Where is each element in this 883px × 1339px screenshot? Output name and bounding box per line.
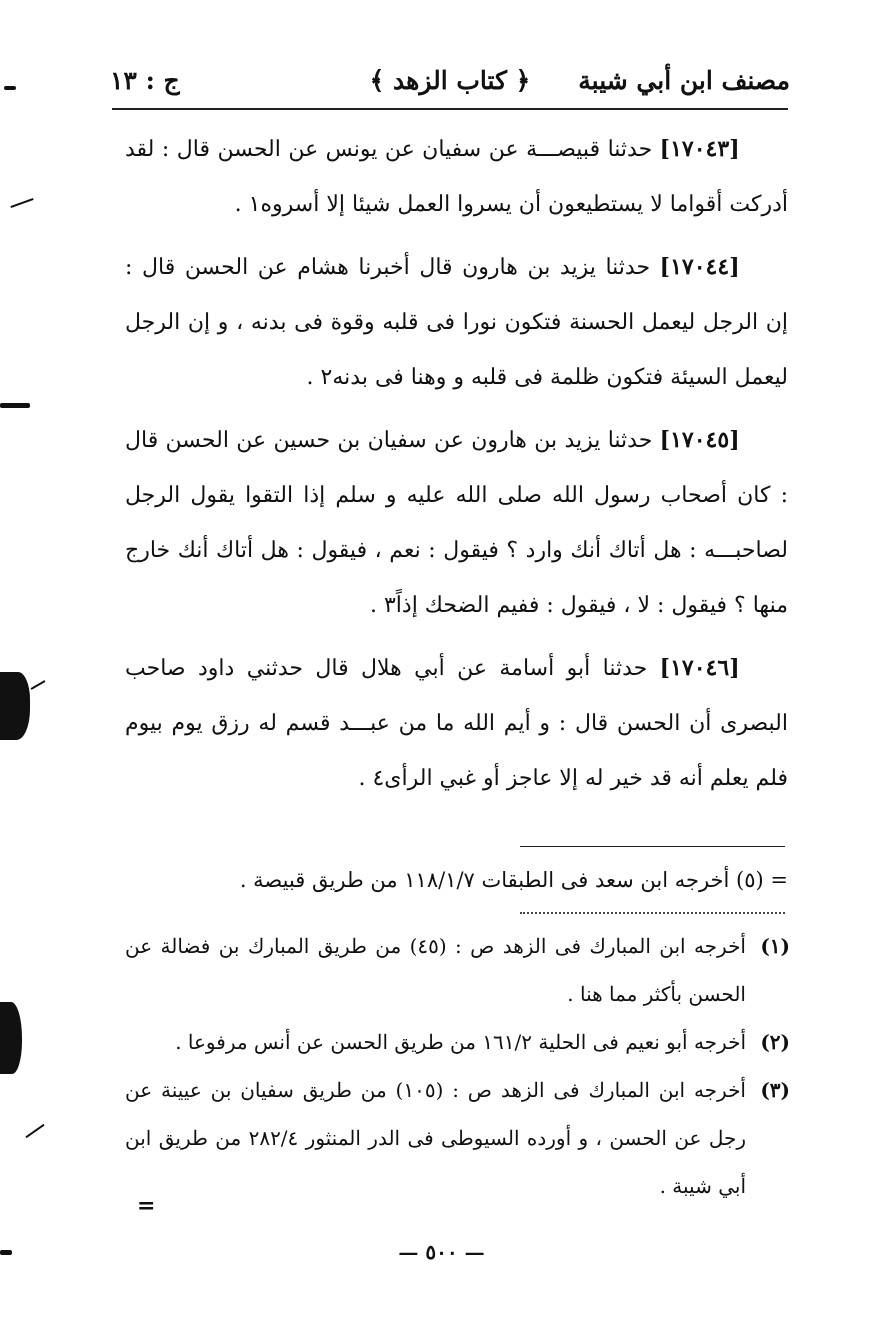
footnote xyxy=(125,1018,790,1066)
footnote-text: أخرجه ابن المبارك فى الزهد ص : (١٠٥) من طريق سفيان بن عيينة عن رجل عن الحسن ، و أورده السيوطى فى الدر المنثور ٢٨٢/٤ من طريق ابن أبي شيبة . xyxy=(125,1078,747,1198)
footnote-number: (٢) xyxy=(760,1030,790,1054)
scan-mark xyxy=(31,680,46,690)
volume-number: ج : ١٣ xyxy=(110,66,180,95)
book-title: مصنف ابن أبي شيبة xyxy=(578,66,790,95)
hadith-entry xyxy=(125,413,788,633)
footnote-separator xyxy=(520,846,785,847)
entry-number: [١٧٠٤٣] xyxy=(659,136,740,162)
footnote-text: أخرجه أبو نعيم فى الحلية ١٦١/٢ من طريق الحسن عن أنس مرفوعا . xyxy=(175,1030,746,1054)
entry-number: [١٧٠٤٥] xyxy=(659,427,740,453)
scan-mark xyxy=(25,1124,44,1138)
carried-footnote: = (٥) أخرجه ابن سعد فى الطبقات ١١٨/١/٧ من طريق قبيصة . xyxy=(239,868,788,892)
footnote-text: أخرجه ابن المبارك فى الزهد ص : (٤٥) من طريق المبارك بن فضالة عن الحسن بأكثر مما هنا . xyxy=(125,934,746,1006)
footnotes xyxy=(125,922,790,1210)
hadith-entry xyxy=(125,122,788,232)
entry-number: [١٧٠٤٤] xyxy=(659,254,740,280)
page-number: — ٥٠٠ — xyxy=(398,1240,485,1264)
entry-number: [١٧٠٤٦] xyxy=(659,655,740,681)
entry-text: حدثنا قبيصـــة عن سفيان عن يونس عن الحسن قال : لقد أدركت أقواما لا يستطيعون أن يسروا العمل شيئا إلا أسروه١ . xyxy=(125,137,788,217)
entry-text: حدثنا يزيد بن هارون قال أخبرنا هشام عن الحسن قال : إن الرجل ليعمل الحسنة فتكون نورا فى قلبه وقوة فى بدنه ، و إن الرجل ليعمل السيئة فتكون ظلمة فى قلبه و وهنا فى بدنه٢ . xyxy=(125,255,788,390)
entry-text: حدثنا أبو أسامة عن أبي هلال قال حدثني داود صاحب البصرى أن الحسن قال : و أيم الله ما من عبـــد قسم له رزق يوم بيوم فلم يعلم أنه قد خير له إلا عاجز أو غبي الرأى٤ . xyxy=(125,656,788,791)
wavy-separator xyxy=(520,912,785,914)
footnote xyxy=(125,922,790,1018)
footnote-number: (١) xyxy=(760,934,790,958)
scan-mark xyxy=(0,403,30,408)
scan-mark xyxy=(4,86,16,90)
footnote-number: (٣) xyxy=(760,1078,790,1102)
main-text xyxy=(125,122,788,806)
running-header xyxy=(110,60,790,104)
scan-mark xyxy=(0,1002,22,1074)
scan-mark xyxy=(0,1250,12,1255)
scan-mark xyxy=(10,198,33,208)
hadith-entry xyxy=(125,240,788,405)
footnote xyxy=(125,1066,790,1210)
scan-mark xyxy=(0,672,30,740)
entry-text: حدثنا يزيد بن هارون عن سفيان بن حسين عن الحسن قال : كان أصحاب رسول الله صلى الله عليه و سلم إذا التقوا يقول الرجل لصاحبـــه : هل أتاك أنك وارد ؟ فيقول : نعم ، فيقول : هل أتاك أنك خارج منها ؟ فيقول : لا ، فيقول : ففيم الضحك إذاً٣ . xyxy=(125,428,788,618)
section-title: ﴿ كتاب الزهد ﴾ xyxy=(369,66,531,95)
header-rule xyxy=(112,108,788,110)
hadith-entry xyxy=(125,641,788,806)
continuation-mark: = xyxy=(137,1193,156,1219)
